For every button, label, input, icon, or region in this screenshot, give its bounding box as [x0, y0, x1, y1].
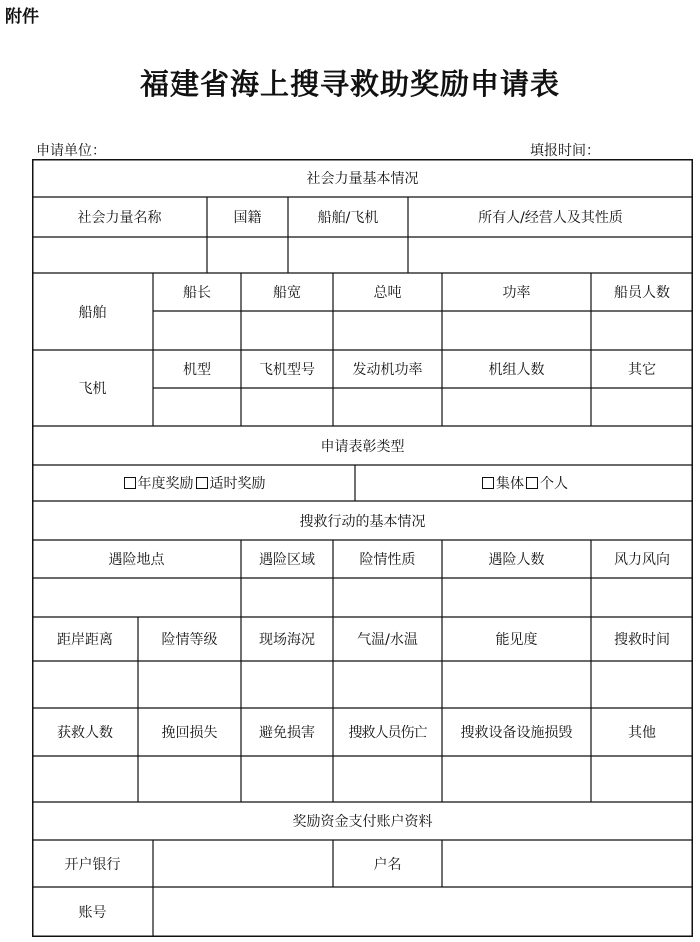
input-shore-distance[interactable]	[32, 661, 138, 708]
col-engine-power: 发动机功率	[352, 362, 423, 378]
input-craft[interactable]	[288, 237, 408, 273]
input-ship-crew[interactable]	[591, 311, 693, 350]
input-ship-width[interactable]	[241, 311, 333, 350]
col-distress-level: 险情等级	[161, 632, 218, 648]
col-others: 其他	[628, 725, 656, 741]
col-ship-length: 船长	[183, 285, 211, 301]
input-account-holder[interactable]	[442, 840, 693, 887]
input-plane-other[interactable]	[591, 388, 693, 426]
col-avoided-damage: 避免损害	[259, 725, 315, 741]
application-form-table	[32, 159, 693, 937]
input-rescuer-casualties[interactable]	[333, 756, 442, 802]
label-individual: 个人	[540, 476, 568, 492]
input-sea-state[interactable]	[241, 661, 333, 708]
input-distress-persons[interactable]	[442, 578, 591, 617]
col-nationality: 国籍	[233, 210, 262, 226]
label-account-holder: 户名	[373, 856, 402, 873]
input-plane-model[interactable]	[241, 388, 333, 426]
col-plane-type: 机型	[183, 362, 211, 378]
input-distress-level[interactable]	[138, 661, 241, 708]
checkbox-individual[interactable]	[526, 477, 538, 489]
input-recovered-loss[interactable]	[138, 756, 241, 802]
input-equipment-damage[interactable]	[442, 756, 591, 802]
col-craft: 船舶/飞机	[317, 210, 379, 226]
col-equipment-damage: 搜救设备设施损毁	[460, 725, 573, 741]
col-ship-crew: 船员人数	[614, 285, 670, 301]
label-account-number: 账号	[78, 905, 107, 921]
col-ship-tonnage: 总吨	[373, 285, 402, 301]
applicant-type-options	[355, 465, 693, 501]
col-aircrew: 机组人数	[488, 362, 545, 378]
col-distress-persons: 遇险人数	[488, 552, 545, 568]
col-shore-distance: 距岸距离	[57, 632, 113, 648]
input-temperature[interactable]	[333, 661, 442, 708]
input-force-name[interactable]	[32, 237, 207, 273]
section-account-title: 奖励资金支付账户资料	[292, 814, 433, 830]
label-annual: 年度奖励	[137, 476, 194, 492]
section-basic-title: 社会力量基本情况	[306, 171, 419, 187]
input-account-number[interactable]	[153, 887, 693, 937]
award-type-options	[32, 465, 355, 501]
applicant-label: 申请单位：	[36, 143, 106, 159]
col-distress-nature: 险情性质	[359, 552, 416, 568]
col-temperature: 气温/水温	[357, 632, 418, 648]
label-timely: 适时奖励	[209, 476, 266, 492]
checkbox-collective[interactable]	[482, 477, 494, 489]
checkbox-annual[interactable]	[124, 477, 136, 489]
input-nationality[interactable]	[207, 237, 288, 273]
col-plane-model: 飞机型号	[259, 362, 315, 378]
input-visibility[interactable]	[442, 661, 591, 708]
col-wind: 风力风向	[614, 552, 670, 568]
section-commend-title: 申请表彰类型	[320, 438, 405, 455]
col-rescued-count: 获救人数	[57, 725, 113, 741]
input-distress-location[interactable]	[32, 578, 241, 617]
label-bank: 开户银行	[64, 856, 121, 873]
col-owner: 所有人/经营人及其性质	[478, 210, 623, 226]
input-others[interactable]	[591, 756, 693, 802]
input-bank[interactable]	[153, 840, 333, 887]
col-force-name: 社会力量名称	[77, 210, 162, 226]
input-plane-type[interactable]	[153, 388, 241, 426]
input-wind[interactable]	[591, 578, 693, 617]
col-search-time: 搜救时间	[614, 632, 670, 648]
col-visibility: 能见度	[495, 632, 538, 648]
input-distress-nature[interactable]	[333, 578, 442, 617]
input-owner[interactable]	[408, 237, 693, 273]
attachment-label: 附件	[5, 7, 39, 27]
col-ship-width: 船宽	[273, 285, 301, 301]
date-label: 填报时间：	[530, 143, 600, 159]
input-search-time[interactable]	[591, 661, 693, 708]
section-rescue-title: 搜救行动的基本情况	[299, 513, 426, 530]
input-ship-length[interactable]	[153, 311, 241, 350]
col-plane-other: 其它	[628, 362, 656, 378]
col-recovered-loss: 挽回损失	[161, 725, 218, 741]
label-collective: 集体	[496, 476, 524, 492]
col-ship-power: 功率	[502, 285, 531, 301]
input-ship-tonnage[interactable]	[333, 311, 442, 350]
form-title: 福建省海上搜寻救助奖励申请表	[139, 67, 560, 101]
input-engine-power[interactable]	[333, 388, 442, 426]
input-ship-power[interactable]	[442, 311, 591, 350]
col-sea-state: 现场海况	[259, 632, 315, 648]
input-aircrew[interactable]	[442, 388, 591, 426]
input-rescued-count[interactable]	[32, 756, 138, 802]
plane-label: 飞机	[78, 381, 107, 397]
input-distress-area[interactable]	[241, 578, 333, 617]
col-distress-area: 遇险区域	[259, 552, 315, 568]
col-distress-location: 遇险地点	[108, 552, 165, 568]
checkbox-timely[interactable]	[196, 477, 208, 489]
input-avoided-damage[interactable]	[241, 756, 333, 802]
ship-label: 船舶	[78, 304, 107, 321]
col-rescuer-casualties: 搜救人员伤亡	[348, 725, 427, 741]
